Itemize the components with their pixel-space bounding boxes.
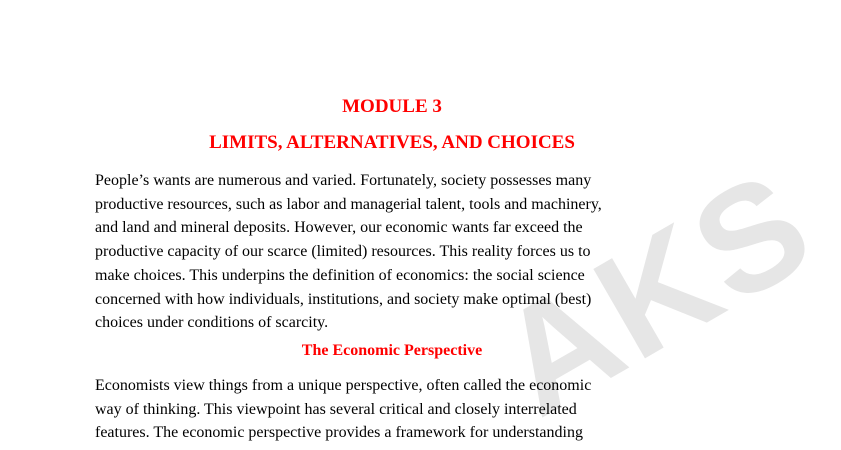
text-line: productive capacity of our scarce (limited) resources. This reality forces us to: [95, 243, 591, 261]
watermark: AKS: [471, 137, 840, 448]
text-line: productive resources, such as labor and managerial talent, tools and machinery,: [95, 195, 602, 213]
module-subtitle: LIMITS, ALTERNATIVES, AND CHOICES: [209, 132, 575, 153]
text-line: way of thinking. This viewpoint has several critical and closely interrelated: [95, 400, 577, 418]
module-title: MODULE 3: [342, 96, 442, 117]
text-line: choices under conditions of scarcity.: [95, 314, 329, 332]
perspective-paragraph: [95, 374, 695, 445]
intro-paragraph: [95, 169, 695, 335]
text-line: make choices. This underpins the definition of economics: the social science: [95, 266, 585, 284]
text-line: Economists view things from a unique perspective, often called the economic: [95, 377, 592, 394]
text-line: concerned with how individuals, institutions, and society make optimal (best): [95, 290, 592, 308]
section-heading: The Economic Perspective: [301, 342, 483, 359]
text-line: People’s wants are numerous and varied. Fortunately, society possesses many: [95, 172, 592, 189]
text-line: features. The economic perspective provides a framework for understanding: [95, 424, 583, 442]
text-line: and land and mineral deposits. However, our economic wants far exceed the: [95, 219, 583, 237]
